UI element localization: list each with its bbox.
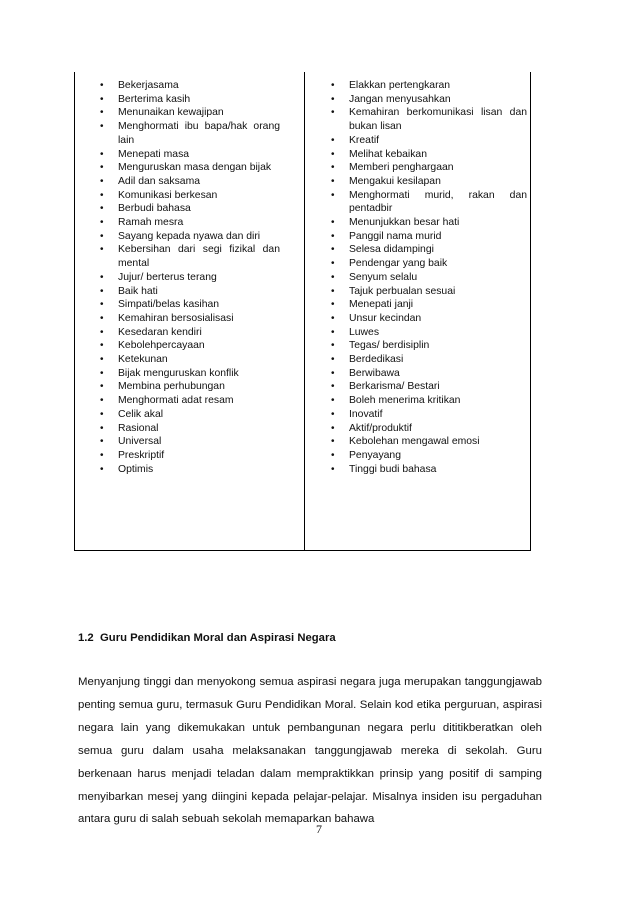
list-item-text: Menghormati ibu bapa/hak orang lain (118, 121, 280, 146)
bullet-icon: • (331, 217, 335, 229)
list-item (100, 422, 280, 436)
list-item (100, 408, 280, 422)
list-item-text: Berdedikasi (349, 354, 404, 366)
bullet-icon: • (100, 175, 104, 187)
bullet-icon: • (331, 230, 335, 242)
list-item (100, 93, 280, 107)
list-item (100, 463, 280, 477)
list-item-text: Mengakui kesilapan (349, 175, 441, 187)
list-item (100, 202, 280, 216)
bullet-icon: • (331, 395, 335, 407)
bullet-icon: • (331, 367, 335, 379)
bullet-icon: • (100, 381, 104, 393)
bullet-icon: • (331, 189, 335, 201)
bullet-icon: • (331, 80, 335, 91)
list-item (331, 394, 527, 408)
bullet-icon: • (100, 367, 104, 379)
bullet-icon: • (331, 162, 335, 174)
bullet-icon: • (100, 93, 104, 105)
list-item-text: Bekerjasama (118, 80, 179, 91)
list-item (100, 449, 280, 463)
list-item-text: Sayang kepada nyawa dan diri (118, 230, 261, 242)
bullet-icon: • (100, 121, 104, 133)
bullet-icon: • (331, 463, 335, 475)
bullet-icon: • (331, 326, 335, 338)
list-item (100, 353, 280, 367)
bullet-icon: • (100, 189, 104, 201)
body-paragraph: Menyanjung tinggi dan menyokong semua aspirasi negara juga merupakan tanggungjawab penting semua guru, termasuk Guru Pendidikan Moral. Selain kod etika perguruan, aspirasi negara lain yang dikemukakan untuk pembangunan negara perlu dititikberatkan oleh semua guru dalam usaha melaksanakan tanggungjawab mereka di sekolah. Guru berkenaan harus menjadi teladan dalam mempraktikkan prinsip yang positif di samping menyibarkan mesej yang diingini kepada pelajar-pelajar. Misalnya insiden isu pergaduhan antara guru di salah sebuah sekolah memaparkan bahawa (78, 676, 542, 826)
list-item (331, 298, 527, 312)
list-item (100, 79, 280, 93)
list-item (331, 216, 527, 230)
list-item-text: Membina perhubungan (118, 381, 225, 393)
list-item-text: Memberi penghargaan (349, 162, 454, 174)
list-item-text: Menguruskan masa dengan bijak (118, 162, 272, 174)
list-item-text: Berterima kasih (118, 93, 191, 105)
list-item (100, 298, 280, 312)
bullet-icon: • (331, 244, 335, 256)
list-item-text: Menunjukkan besar hati (349, 217, 460, 229)
list-item-text: Kreatif (349, 134, 380, 146)
list-item (100, 285, 280, 299)
list-item-text: Adil dan saksama (118, 175, 201, 187)
list-item-text: Baik hati (118, 285, 158, 297)
list-item-text: Menepati masa (118, 148, 190, 160)
list-item (100, 312, 280, 326)
list-item (100, 394, 280, 408)
list-item (100, 339, 280, 353)
list-item-text: Luwes (349, 326, 380, 338)
list-item-text: Kebersihan dari segi fizikal dan mental (118, 244, 280, 270)
list-item-text: Elakkan pertengkaran (349, 80, 451, 91)
list-item (331, 449, 527, 463)
section-number: 1.2 (78, 632, 94, 644)
list-item (331, 326, 527, 340)
list-item (331, 230, 527, 244)
list-item (100, 175, 280, 189)
list-item (331, 189, 527, 216)
right-values-list (331, 79, 527, 476)
table-column-divider (304, 72, 305, 551)
list-item-text: Simpati/belas kasihan (118, 299, 220, 311)
list-item-text: Menghormati adat resam (118, 395, 234, 407)
list-item (100, 380, 280, 394)
list-item (100, 230, 280, 244)
list-item-text: Berkarisma/ Bestari (349, 381, 440, 393)
bullet-icon: • (100, 162, 104, 174)
list-item-text: Celik akal (118, 408, 164, 420)
list-item (100, 106, 280, 120)
list-item-text: Inovatif (349, 408, 383, 420)
bullet-icon: • (100, 107, 104, 119)
bullet-icon: • (100, 354, 104, 366)
bullet-icon: • (100, 326, 104, 338)
list-item-text: Menghormati murid, rakan dan pentadbir (349, 189, 527, 215)
list-item (100, 271, 280, 285)
list-item (331, 353, 527, 367)
bullet-icon: • (100, 271, 104, 283)
list-item (331, 312, 527, 326)
list-item (331, 422, 527, 436)
list-item-text: Melihat kebaikan (349, 148, 427, 160)
list-item (100, 148, 280, 162)
list-item (100, 367, 280, 381)
list-item (331, 93, 527, 107)
list-item (331, 271, 527, 285)
list-item-text: Menepati janji (349, 299, 414, 311)
bullet-icon: • (331, 381, 335, 393)
list-item-text: Optimis (118, 463, 154, 475)
bullet-icon: • (331, 258, 335, 270)
bullet-icon: • (331, 340, 335, 352)
section-heading (78, 632, 336, 644)
bullet-icon: • (331, 436, 335, 448)
list-item (331, 435, 527, 449)
list-item (331, 285, 527, 299)
bullet-icon: • (100, 408, 104, 420)
bullet-icon: • (100, 422, 104, 434)
list-item-text: Berbudi bahasa (118, 203, 191, 215)
bullet-icon: • (331, 449, 335, 461)
list-item-text: Preskriptif (118, 449, 165, 461)
list-item-text: Tegas/ berdisiplin (349, 340, 430, 352)
bullet-icon: • (331, 93, 335, 105)
bullet-icon: • (331, 312, 335, 324)
list-item-text: Bijak menguruskan konflik (118, 367, 239, 379)
list-item-text: Tinggi budi bahasa (349, 463, 437, 475)
list-item-text: Menunaikan kewajipan (118, 107, 224, 119)
list-item (331, 175, 527, 189)
list-item-text: Unsur kecindan (349, 312, 422, 324)
bullet-icon: • (100, 230, 104, 242)
bullet-icon: • (331, 271, 335, 283)
bullet-icon: • (331, 148, 335, 160)
list-item-text: Kebolehan mengawal emosi (349, 436, 480, 448)
list-item-text: Kemahiran bersosialisasi (118, 312, 234, 324)
bullet-icon: • (331, 408, 335, 420)
list-item-text: Panggil nama murid (349, 230, 442, 242)
list-item-text: Universal (118, 436, 162, 448)
list-item-text: Jujur/ berterus terang (118, 271, 217, 283)
bullet-icon: • (100, 395, 104, 407)
bullet-icon: • (331, 299, 335, 311)
list-item (331, 257, 527, 271)
list-item (100, 435, 280, 449)
list-item (331, 367, 527, 381)
list-item-text: Kemahiran berkomunikasi lisan dan bukan lisan (349, 107, 527, 133)
list-item (331, 408, 527, 422)
bullet-icon: • (100, 80, 104, 91)
bullet-icon: • (100, 244, 104, 256)
bullet-icon: • (331, 354, 335, 366)
list-item-text: Komunikasi berkesan (118, 189, 218, 201)
bullet-icon: • (100, 436, 104, 448)
list-item-text: Senyum selalu (349, 271, 418, 283)
list-item-text: Penyayang (349, 449, 401, 461)
bullet-icon: • (100, 217, 104, 229)
bullet-icon: • (331, 285, 335, 297)
list-item (100, 326, 280, 340)
list-item-text: Pendengar yang baik (349, 258, 448, 270)
list-item-text: Tajuk perbualan sesuai (349, 285, 456, 297)
list-item (100, 243, 280, 270)
list-item (100, 189, 280, 203)
bullet-icon: • (100, 203, 104, 215)
list-item-text: Jangan menyusahkan (349, 93, 451, 105)
list-item-text: Ramah mesra (118, 217, 184, 229)
bullet-icon: • (331, 422, 335, 434)
bullet-icon: • (100, 449, 104, 461)
list-item (331, 134, 527, 148)
list-item-text: Rasional (118, 422, 159, 434)
bullet-icon: • (100, 148, 104, 160)
list-item-text: Selesa didampingi (349, 244, 434, 256)
list-item (100, 161, 280, 175)
list-item (100, 120, 280, 147)
list-item (331, 106, 527, 133)
list-item (331, 380, 527, 394)
page-number: 7 (316, 822, 322, 836)
list-item (331, 463, 527, 477)
list-item (331, 148, 527, 162)
list-item-text: Kesedaran kendiri (118, 326, 202, 338)
list-item-text: Ketekunan (118, 354, 168, 366)
bullet-icon: • (331, 175, 335, 187)
bullet-icon: • (331, 107, 335, 119)
bullet-icon: • (100, 340, 104, 352)
bullet-icon: • (100, 463, 104, 475)
list-item (331, 79, 527, 93)
bullet-icon: • (331, 134, 335, 146)
section-title: Guru Pendidikan Moral dan Aspirasi Negara (100, 632, 336, 644)
left-values-list (100, 79, 280, 476)
list-item (100, 216, 280, 230)
bullet-icon: • (100, 312, 104, 324)
list-item (331, 161, 527, 175)
list-item-text: Kebolehpercayaan (118, 340, 205, 352)
list-item-text: Berwibawa (349, 367, 400, 379)
bullet-icon: • (100, 285, 104, 297)
list-item-text: Boleh menerima kritikan (349, 395, 461, 407)
list-item (331, 243, 527, 257)
bullet-icon: • (100, 299, 104, 311)
list-item (331, 339, 527, 353)
list-item-text: Aktif/produktif (349, 422, 412, 434)
